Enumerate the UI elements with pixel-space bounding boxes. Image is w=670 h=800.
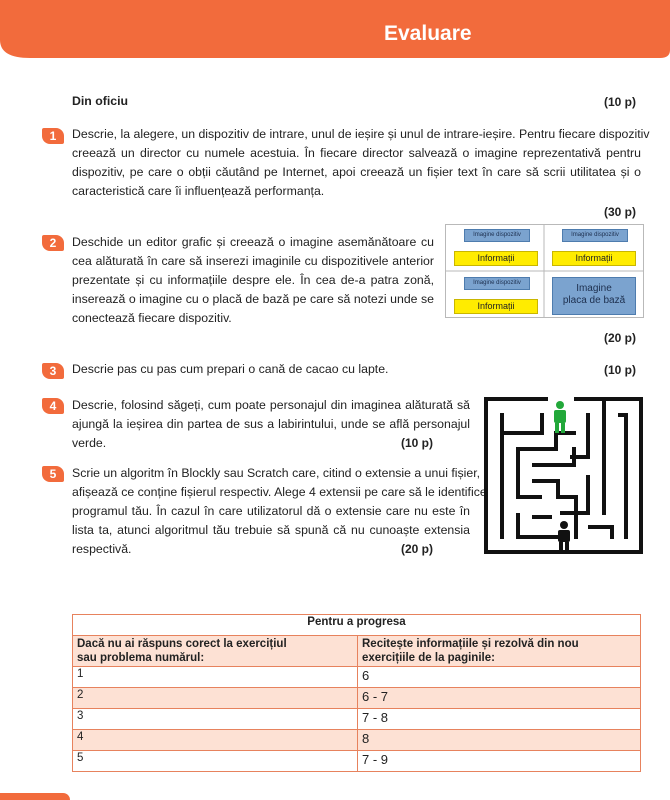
table-title: Pentru a progresa bbox=[73, 615, 641, 636]
maze-wall bbox=[502, 415, 542, 433]
exercise-5-line: respectivă. bbox=[72, 542, 132, 556]
info-label-2: Informații bbox=[552, 251, 636, 266]
device-image-scroll-2: Imagine dispozitiv bbox=[562, 229, 628, 242]
table-row bbox=[73, 751, 641, 772]
column-header-problem-line-1: Dacă nu ai răspuns corect la exercițiul bbox=[77, 638, 287, 650]
devices-layout-figure bbox=[445, 224, 644, 318]
exercise-5-points: (20 p) bbox=[401, 542, 434, 556]
black-person-icon bbox=[558, 521, 570, 551]
pages-cell: 7 - 9 bbox=[358, 751, 641, 772]
table-row bbox=[73, 730, 641, 751]
maze-wall bbox=[590, 527, 612, 537]
exercise-1-line: dispozitiv, pe care o obții căutând pe Internet, apoi creează un fișier text în care să scrii utilitatea și o bbox=[72, 165, 641, 179]
info-label-1: Informații bbox=[454, 251, 538, 266]
bottom-page-tab bbox=[0, 793, 70, 800]
pages-cell: 6 bbox=[358, 667, 641, 688]
exercise-5-line: lista ta, atunci algoritmul tău trebuie să spună că nu cunoaște extensia bbox=[72, 523, 470, 537]
column-header-problem-line-2: sau problema numărul: bbox=[77, 652, 205, 664]
info-label-3: Informații bbox=[454, 299, 538, 314]
exercise-5-line: programul tău. În cazul în care utilizatorul dă o extensie care nu este în bbox=[72, 504, 470, 518]
table-row bbox=[73, 667, 641, 688]
exercise-4-badge: 4 bbox=[42, 398, 64, 414]
device-image-scroll-3: Imagine dispozitiv bbox=[464, 277, 530, 290]
maze-wall bbox=[534, 481, 576, 537]
device-image-scroll-1: Imagine dispozitiv bbox=[464, 229, 530, 242]
exercise-2-line: conectează fiecare dispozitiv. bbox=[72, 311, 232, 325]
maze-figure bbox=[484, 397, 644, 555]
exercise-4-line: Descrie, folosind săgeți, cum poate personajul din imaginea alăturată să bbox=[72, 398, 470, 412]
table-title-row bbox=[73, 615, 641, 636]
exercise-1-line: Descrie, la alegere, un dispozitiv de intrare, unul de ieșire și unul de intrare-ieșire. Pentru fiecare dispozitiv bbox=[72, 127, 650, 141]
exercise-5-line: afișează ce conține fișierul respectiv. Alege 4 extensii pe care să le identifice bbox=[72, 485, 487, 499]
table-row bbox=[73, 688, 641, 709]
exercise-3-points: (10 p) bbox=[604, 363, 637, 377]
column-header-pages-line-2: exercițiile de la paginile: bbox=[362, 652, 495, 664]
green-person-icon bbox=[554, 401, 566, 433]
exercise-5-badge: 5 bbox=[42, 466, 64, 482]
column-header-pages-line-1: Recitește informațiile și rezolvă din nou bbox=[362, 638, 579, 650]
maze-wall bbox=[518, 433, 574, 449]
motherboard-label-line-1: Imagine bbox=[576, 283, 612, 294]
pages-cell: 8 bbox=[358, 730, 641, 751]
exercise-2-badge: 2 bbox=[42, 235, 64, 251]
din-oficiu-points: (10 p) bbox=[604, 95, 637, 109]
exercise-1-line: creează un director cu numele acestuia. În fiecare director salvează o imagine reprezentativă pentru bbox=[72, 146, 641, 160]
problem-number-cell: 5 bbox=[73, 751, 358, 772]
page-title: Evaluare bbox=[384, 22, 472, 45]
motherboard-label-line-2: placa de bază bbox=[562, 295, 626, 306]
exercise-2-points: (20 p) bbox=[604, 331, 637, 345]
motherboard-image-plate bbox=[552, 277, 636, 315]
column-header-pages bbox=[358, 636, 641, 667]
column-header-problem bbox=[73, 636, 358, 667]
pages-cell: 6 - 7 bbox=[358, 688, 641, 709]
problem-number-cell: 3 bbox=[73, 709, 358, 730]
table-row bbox=[73, 709, 641, 730]
pages-cell: 7 - 8 bbox=[358, 709, 641, 730]
maze-wall bbox=[518, 449, 540, 497]
maze-wall bbox=[534, 449, 574, 465]
exercise-2-line: inserează o imagine cu o placă de bază pe care să notezi unde se bbox=[72, 292, 434, 306]
problem-number-cell: 1 bbox=[73, 667, 358, 688]
exercise-4-line: ajungă la ieșirea din partea de sus a labirintului, unde se află personajul bbox=[72, 417, 470, 431]
exercise-5-line: Scrie un algoritm în Blockly sau Scratch care, citind o extensie a unui fișier, bbox=[72, 466, 481, 480]
table-header-row bbox=[73, 636, 641, 667]
exercise-2-line: cea alăturată în care să inserezi imaginile cu dispozitivele anterior bbox=[72, 254, 434, 268]
exercise-4-line: verde. bbox=[72, 436, 107, 450]
problem-number-cell: 4 bbox=[73, 730, 358, 751]
exercise-2-line: Deschide un editor grafic și creează o imagine asemănătoare cu bbox=[72, 235, 434, 249]
exercise-3-line: Descrie pas cu pas cum prepari o cană de cacao cu lapte. bbox=[72, 362, 389, 376]
maze-wall bbox=[620, 415, 626, 537]
exercise-1-line: caracteristică care îi influențează performanța. bbox=[72, 184, 325, 198]
exercise-4-points: (10 p) bbox=[401, 436, 434, 450]
exercise-3-badge: 3 bbox=[42, 363, 64, 379]
exercise-1-badge: 1 bbox=[42, 128, 64, 144]
problem-number-cell: 2 bbox=[73, 688, 358, 709]
din-oficiu-label: Din oficiu bbox=[72, 94, 129, 108]
progress-table bbox=[72, 614, 641, 772]
exercise-1-points: (30 p) bbox=[604, 205, 637, 219]
exercise-2-line: prezentate și cu informațiile despre ele. În cea de-a patra zonă, bbox=[72, 273, 434, 287]
header-band bbox=[0, 0, 670, 58]
